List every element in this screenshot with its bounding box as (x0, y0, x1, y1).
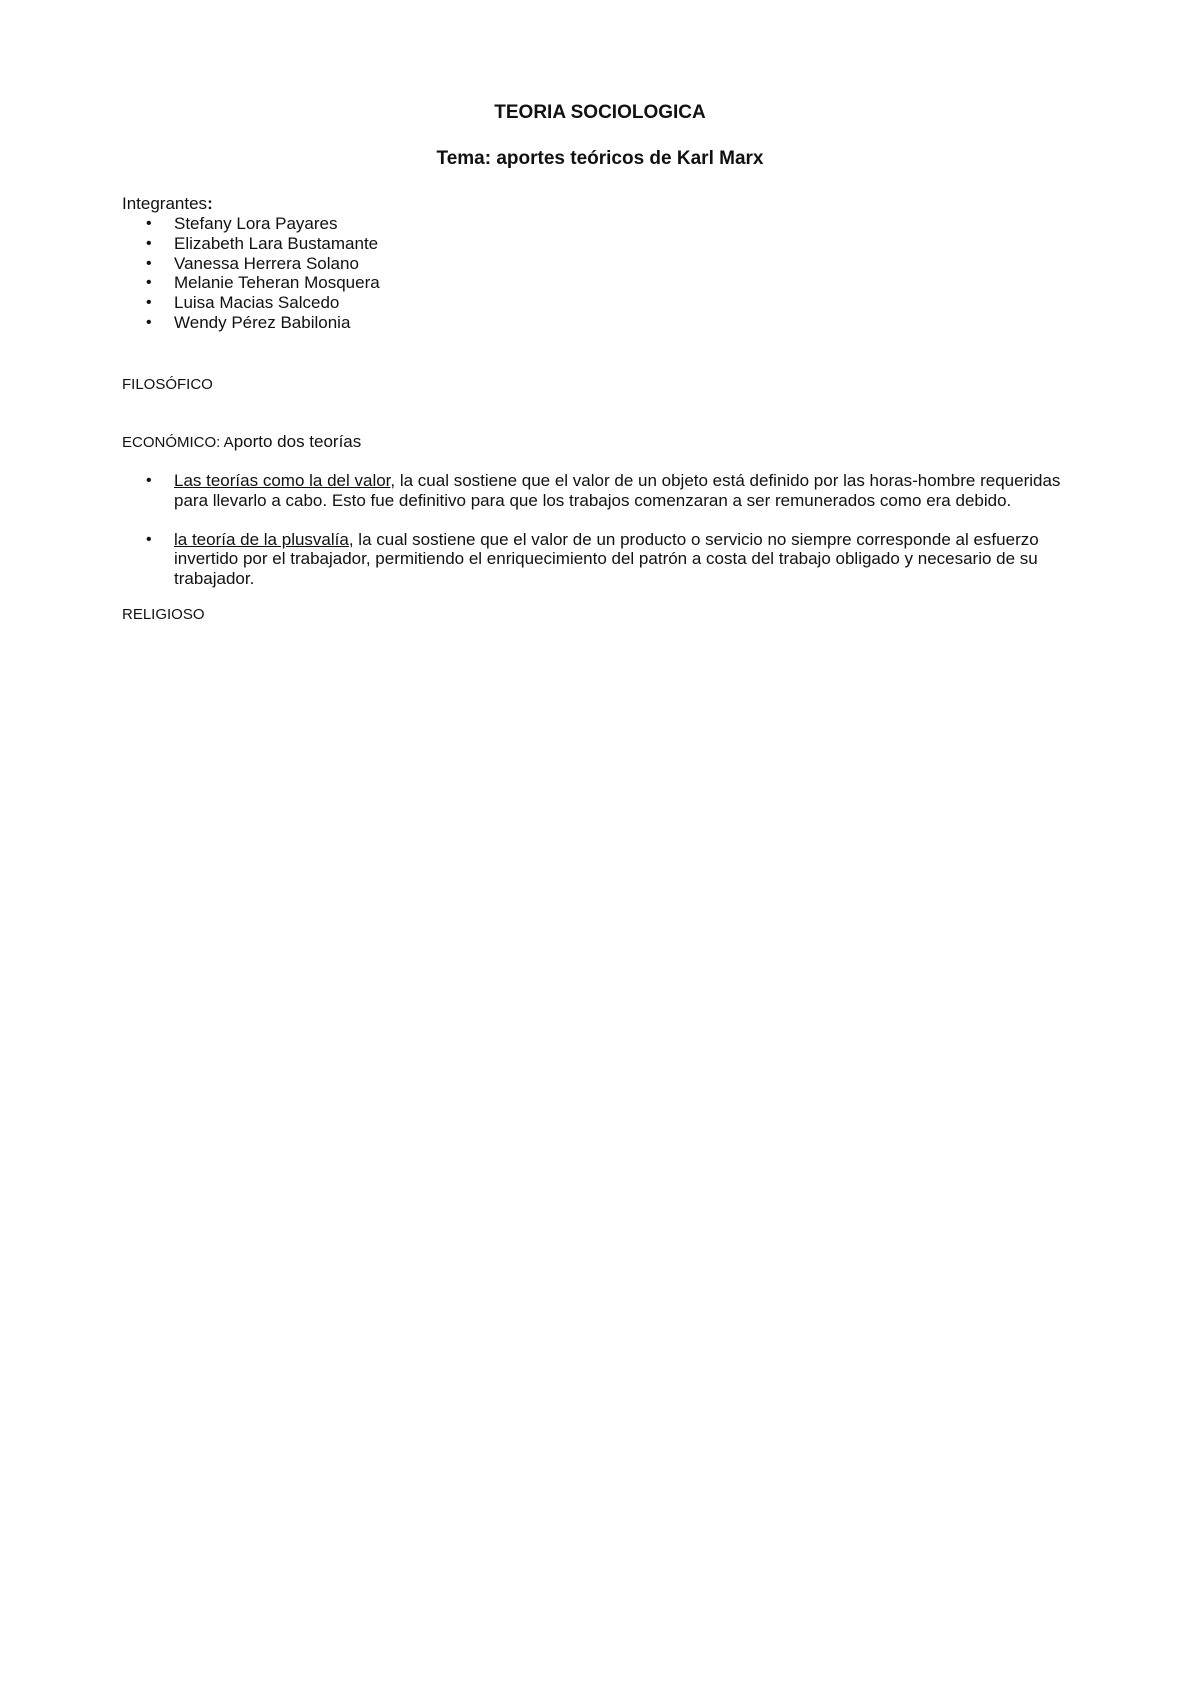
member-name: Vanessa Herrera Solano (174, 253, 359, 273)
section-economico-label: ECONÓMICO: A (122, 434, 234, 451)
member-name: Stefany Lora Payares (174, 214, 338, 233)
section-religioso: RELIGIOSO (122, 606, 205, 623)
list-item (122, 254, 380, 274)
bullet-icon: • (146, 472, 152, 489)
bullet-icon: • (146, 530, 152, 548)
bullet-icon: • (146, 215, 152, 232)
member-name: Melanie Teheran Mosquera (174, 273, 380, 293)
theory-term: Las teorías como la del valor (174, 471, 391, 490)
bullet-icon: • (146, 234, 152, 252)
section-filosofico: FILOSÓFICO (122, 376, 213, 393)
members-heading (122, 194, 213, 214)
theories-list (122, 471, 1080, 608)
members-colon: : (207, 194, 213, 213)
list-item (122, 471, 1080, 511)
section-economico-text: porto dos teorías (233, 432, 362, 451)
list-item (122, 234, 380, 254)
members-list (122, 214, 380, 333)
document-title: TEORIA SOCIOLOGICA (494, 102, 706, 123)
list-item (122, 313, 380, 333)
bullet-icon: • (146, 274, 152, 292)
theory-description: , la cual sostiene que el valor de un objeto está definido por las horas-hombre requeridas para llevarlo a cabo. Esto fue definitivo para que los trabajos comenzaran a ser remunerados como era debido. (174, 471, 1061, 510)
member-name: Luisa Macias Salcedo (174, 293, 340, 313)
bullet-icon: • (146, 294, 152, 312)
member-name: Elizabeth Lara Bustamante (174, 233, 379, 253)
member-name: Wendy Pérez Babilonia (174, 312, 351, 332)
members-label: Integrantes (122, 194, 208, 213)
bullet-icon: • (146, 254, 152, 272)
theory-term: la teoría de la plusvalía (174, 529, 349, 549)
theory-description: , la cual sostiene que el valor de un producto o servicio no siempre corresponde al esfuerzo invertido por el trabajador, permitiendo el enriquecimiento del patrón a costa del trabajo obligado y necesario de su trabajador. (174, 529, 1039, 589)
list-item (122, 293, 380, 313)
list-item (122, 273, 380, 293)
section-economico (122, 432, 361, 452)
document-subtitle: Tema: aportes teóricos de Karl Marx (436, 148, 764, 169)
list-item (122, 214, 380, 234)
bullet-icon: • (146, 313, 152, 331)
list-item (122, 530, 1080, 589)
